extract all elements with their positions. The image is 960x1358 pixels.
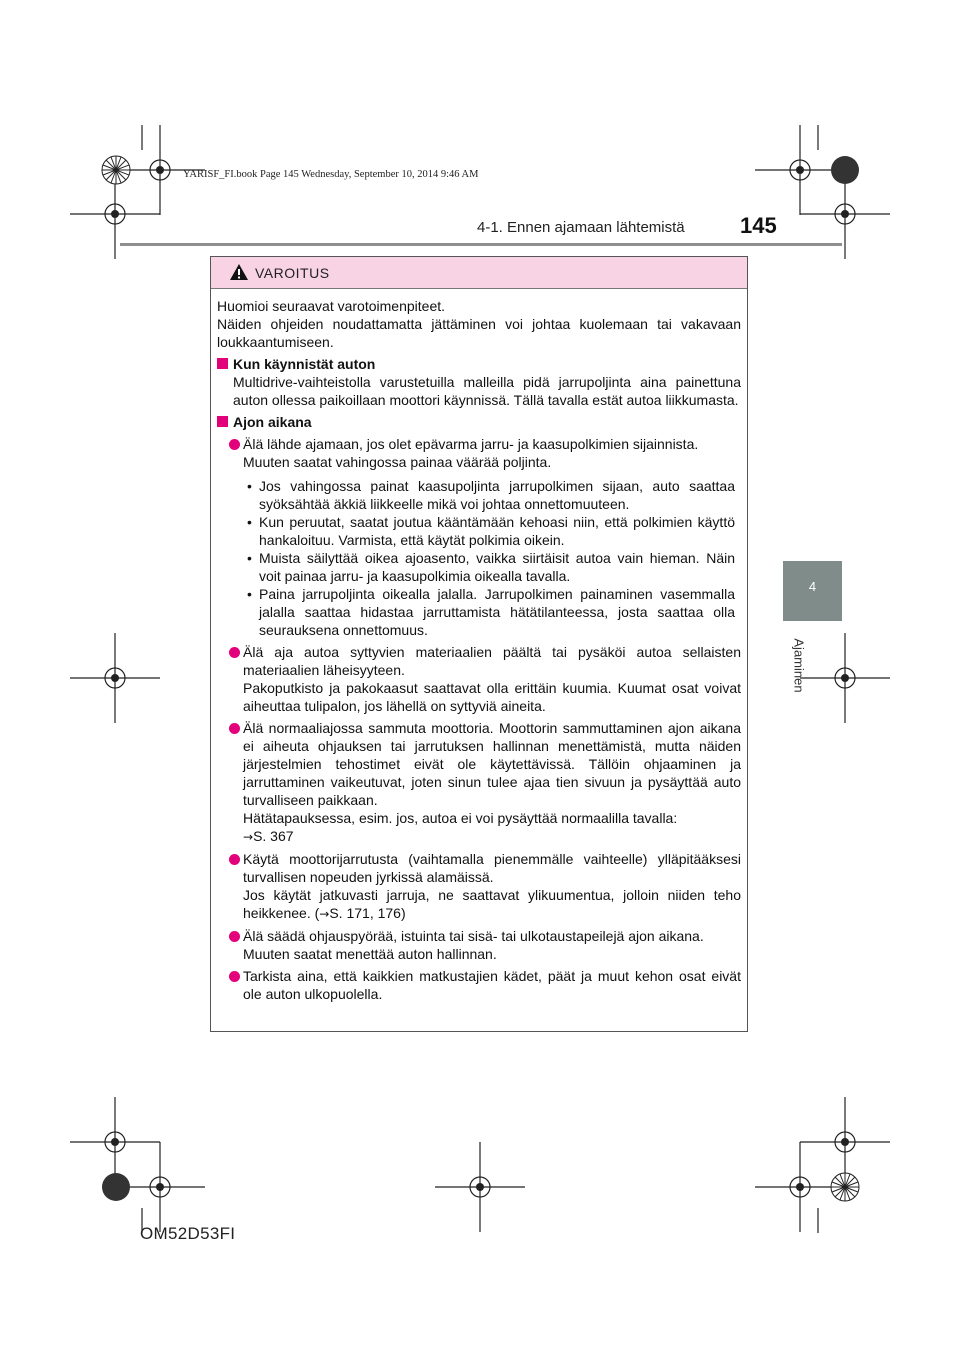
dark-target-icon: [831, 156, 859, 184]
item-line: Käytä moottorijarrutusta (vaihtamalla pienemmälle vaihteelle) ylläpitääksesi turvallisen nopeuden jyrkissä alamäissä.: [243, 851, 741, 885]
list-item: [217, 719, 741, 846]
section-title: 4-1. Ennen ajamaan lähtemistä: [477, 219, 685, 236]
sub-list-item: [217, 549, 741, 585]
list-item: [217, 643, 741, 715]
page-ref-text: S. 367: [253, 828, 294, 844]
item-line: [243, 886, 741, 923]
sub-item-text: Jos vahingossa painat kaasupoljinta jarrupolkimen sijaan, auto saattaa syöksähtää äkkiä liikkeelle mikä voi johtaa onnettomuuteen.: [259, 478, 735, 512]
item-line: Älä aja autoa syttyvien materiaalien päältä tai pysäköi autoa sellaisten materiaalien läheisyyteen.: [243, 644, 741, 678]
paragraph: Multidrive-vaihteistolla varustetuilla malleilla pidä jarrupoljinta aina painettuna auton ollessa paikoillaan moottori käynnissä. Tällä tavalla estät autoa liikkumasta.: [233, 374, 741, 408]
section-heading-text: Ajon aikana: [233, 414, 312, 430]
round-bullet-icon: [229, 723, 240, 734]
warning-title: VAROITUS: [255, 265, 330, 281]
sub-list: [217, 477, 741, 639]
chapter-number: 4: [808, 579, 817, 594]
star-target-icon: [831, 1173, 859, 1201]
dot-bullet-icon: •: [247, 550, 252, 566]
item-line: Muuten saatat menettää auton hallinnan.: [243, 946, 497, 962]
warning-triangle-icon: [229, 263, 249, 281]
book-info-line: YARISF_FI.book Page 145 Wednesday, September 10, 2014 9:46 AM: [183, 169, 479, 180]
section-heading: [217, 355, 741, 373]
round-bullet-icon: [229, 439, 240, 450]
dot-bullet-icon: •: [247, 514, 252, 530]
sub-list-item: [217, 477, 741, 513]
sub-item-text: Muista säilyttää oikea ajoasento, vaikka siirtäisit autoa vain hieman. Näin voit painaa jarru- ja kaasupolkimia oikealla tavalla.: [259, 550, 735, 584]
round-bullet-icon: [229, 971, 240, 982]
warning-body: [217, 297, 741, 1003]
item-line-text: S. 171, 176): [329, 905, 406, 921]
dark-target-icon: [102, 1173, 130, 1201]
item-line: Älä normaaliajossa sammuta moottoria. Moottorin sammuttaminen ajon aikana ei aiheuta ohjauksen tai jarrutuksen hallinnan menettämistä, mutta näiden järjestelmien tehostimet eivät ole käytettävissä. Tällöin ohjaaminen ja jarruttaminen vaikeutuvat, joten sinun tulee ajaa tien sivuun ja pysäyttää auto turvalliseen paikkaan.: [243, 720, 741, 808]
warning-box: [210, 256, 748, 1032]
square-bullet-icon: [217, 416, 228, 427]
dot-bullet-icon: •: [247, 478, 252, 494]
sub-item-text: Kun peruutat, saatat joutua kääntämään kehoasi niin, että polkimien käyttö hankaloituu. Varmista, että käytät polkimia oikein.: [259, 514, 735, 548]
chapter-label: [786, 630, 806, 710]
page-reference: [243, 827, 741, 846]
item-line: Pakoputkisto ja pakokaasut saattavat olla erittäin kuumia. Kuumat osat voivat aiheuttaa tulipalon, jos lähellä on syttyviä aineita.: [243, 680, 741, 714]
dot-bullet-icon: •: [247, 586, 252, 602]
list-item: [217, 850, 741, 923]
chapter-tab: [783, 561, 842, 621]
item-line: Tarkista aina, että kaikkien matkustajien kädet, päät ja muut kehon osat eivät ole auton ulkopuolella.: [243, 968, 741, 1002]
section-heading: [217, 413, 741, 431]
intro-line: Huomioi seuraavat varotoimenpiteet.: [217, 298, 446, 314]
star-target-icon: [102, 156, 130, 184]
list-item: [217, 967, 741, 1003]
square-bullet-icon: [217, 358, 228, 369]
page-number: 145: [740, 213, 777, 238]
chapter-label-text: Ajaminen: [791, 638, 807, 693]
round-bullet-icon: [229, 854, 240, 865]
item-line: Hätätapauksessa, esim. jos, autoa ei voi pysäyttää normaalilla tavalla:: [243, 810, 678, 826]
document-code: OM52D53FI: [140, 1224, 236, 1243]
item-line: Muuten saatat vahingossa painaa väärää poljinta.: [243, 454, 552, 470]
sub-list-item: [217, 585, 741, 639]
sub-item-text: Paina jarrupoljinta oikealla jalalla. Jarrupolkimen painaminen vasemmalla jalalla saattaa hidastaa jarruttamista hätätilanteessa, josta saattaa olla seurauksena onnettomuus.: [259, 586, 735, 638]
list-item: [217, 435, 741, 471]
intro-line: Näiden ohjeiden noudattamatta jättäminen voi johtaa kuolemaan tai vakavaan loukkaantumiseen.: [217, 316, 741, 350]
list-item: [217, 927, 741, 963]
sub-list-item: [217, 513, 741, 549]
round-bullet-icon: [229, 931, 240, 942]
section-heading-text: Kun käynnistät auton: [233, 356, 376, 372]
round-bullet-icon: [229, 647, 240, 658]
item-line: Älä säädä ohjauspyörää, istuinta tai sisä- tai ulkotaustapeilejä ajon aikana.: [243, 928, 704, 944]
warning-header: [211, 257, 747, 289]
item-line: Älä lähde ajamaan, jos olet epävarma jarru- ja kaasupolkimien sijainnista.: [243, 436, 699, 452]
arrow-right-icon: →: [243, 830, 254, 844]
arrow-right-icon: →: [319, 907, 330, 921]
item-line-text: Jos käytät jatkuvasti jarruja, ne saattavat ylikuumentua, jolloin niiden teho heikkenee. (: [243, 887, 741, 921]
header-rule: [120, 243, 842, 246]
